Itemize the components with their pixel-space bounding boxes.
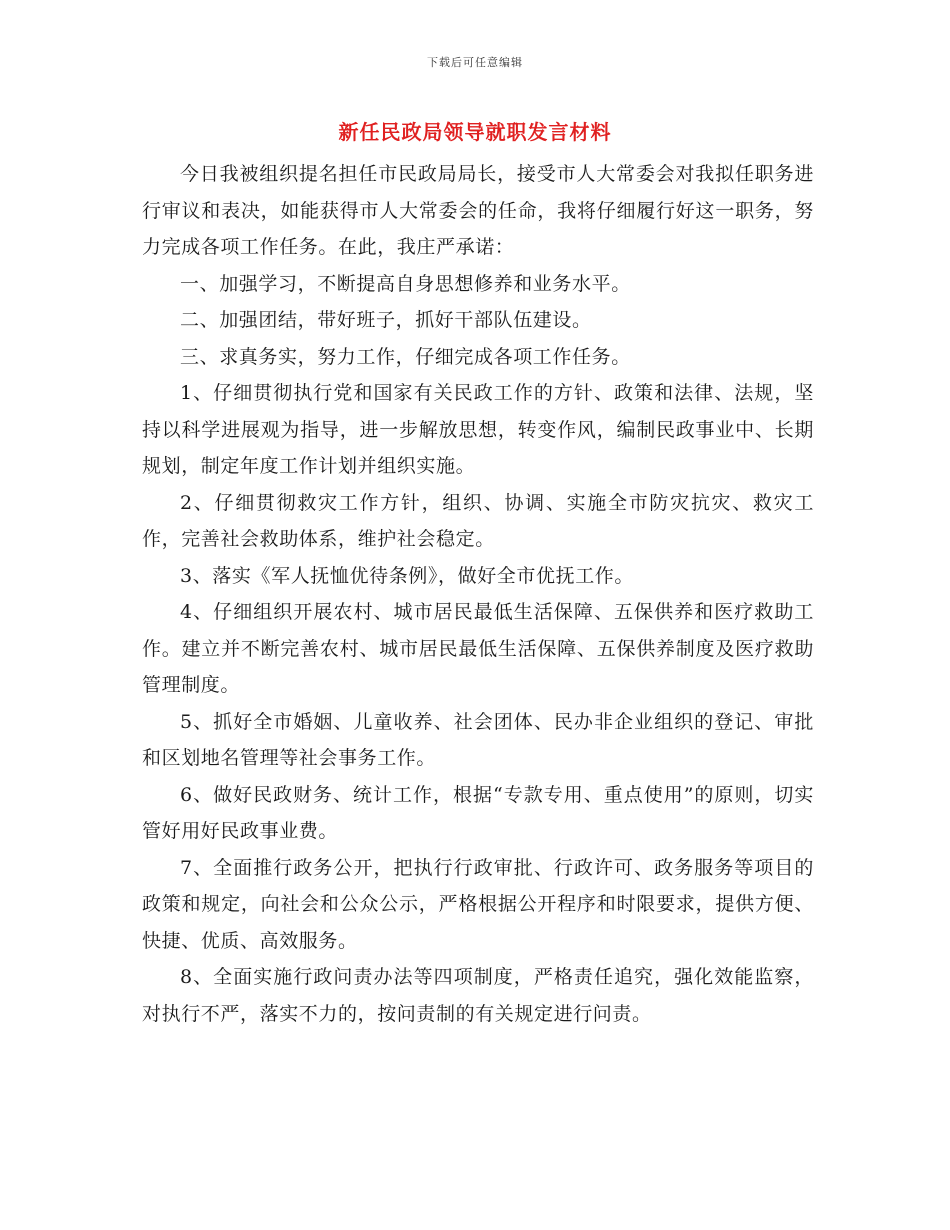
paragraph-item-7: 7、全面推行政务公开，把执行行政审批、行政许可、政务服务等项目的政策和规定，向社会和公众公示，严格根据公开程序和时限要求，提供方便、快捷、优质、高效服务。: [142, 856, 814, 952]
paragraph-pledge-1: 一、加强学习，不断提高自身思想修养和业务水平。: [180, 272, 631, 295]
paragraph-item-8: 8、全面实施行政问责办法等四项制度，严格责任追究，强化效能监察，对执行不严，落实不力的，按问责制的有关规定进行问责。: [142, 966, 814, 1025]
paragraph-item-3: 3、落实《军人抚恤优待条例》，做好全市优抚工作。: [180, 564, 634, 587]
paragraph-item-5: 5、抓好全市婚姻、儿童收养、社会团体、民办非企业组织的登记、审批和区划地名管理等社会事务工作。: [142, 710, 814, 769]
paragraph-item-2: 2、仔细贯彻救灾工作方针，组织、协调、实施全市防灾抗灾、救灾工作，完善社会救助体系，维护社会稳定。: [142, 491, 814, 550]
paragraph-intro: 今日我被组织提名担任市民政局局长，接受市人大常委会对我拟任职务进行审议和表决，如能获得市人大常委会的任命，我将仔细履行好这一职务，努力完成各项工作任务。在此，我庄严承诺：: [142, 163, 814, 258]
paragraph-pledge-2: 二、加强团结，带好班子，抓好干部队伍建设。: [180, 309, 592, 331]
paragraph-item-1: 1、仔细贯彻执行党和国家有关民政工作的方针、政策和法律、法规，坚持以科学进展观为指导，进一步解放思想，转变作风，编制民政事业中、长期规划，制定年度工作计划并组织实施。: [142, 382, 814, 477]
paragraph-pledge-3: 三、求真务实，努力工作，仔细完成各项工作任务。: [180, 345, 631, 368]
document-title: 新任民政局领导就职发言材料: [338, 120, 612, 144]
paragraph-item-6: 6、做好民政财务、统计工作，根据“专款专用、重点使用”的原则，切实管好用好民政事业费。: [142, 783, 814, 842]
document-body: [142, 156, 814, 1032]
paragraph-item-4: 4、仔细组织开展农村、城市居民最低生活保障、五保供养和医疗救助工作。建立并不断完善农村、城市居民最低生活保障、五保供养制度及医疗救助管理制度。: [142, 601, 814, 696]
header-note: 下载后可任意编辑: [427, 56, 523, 69]
